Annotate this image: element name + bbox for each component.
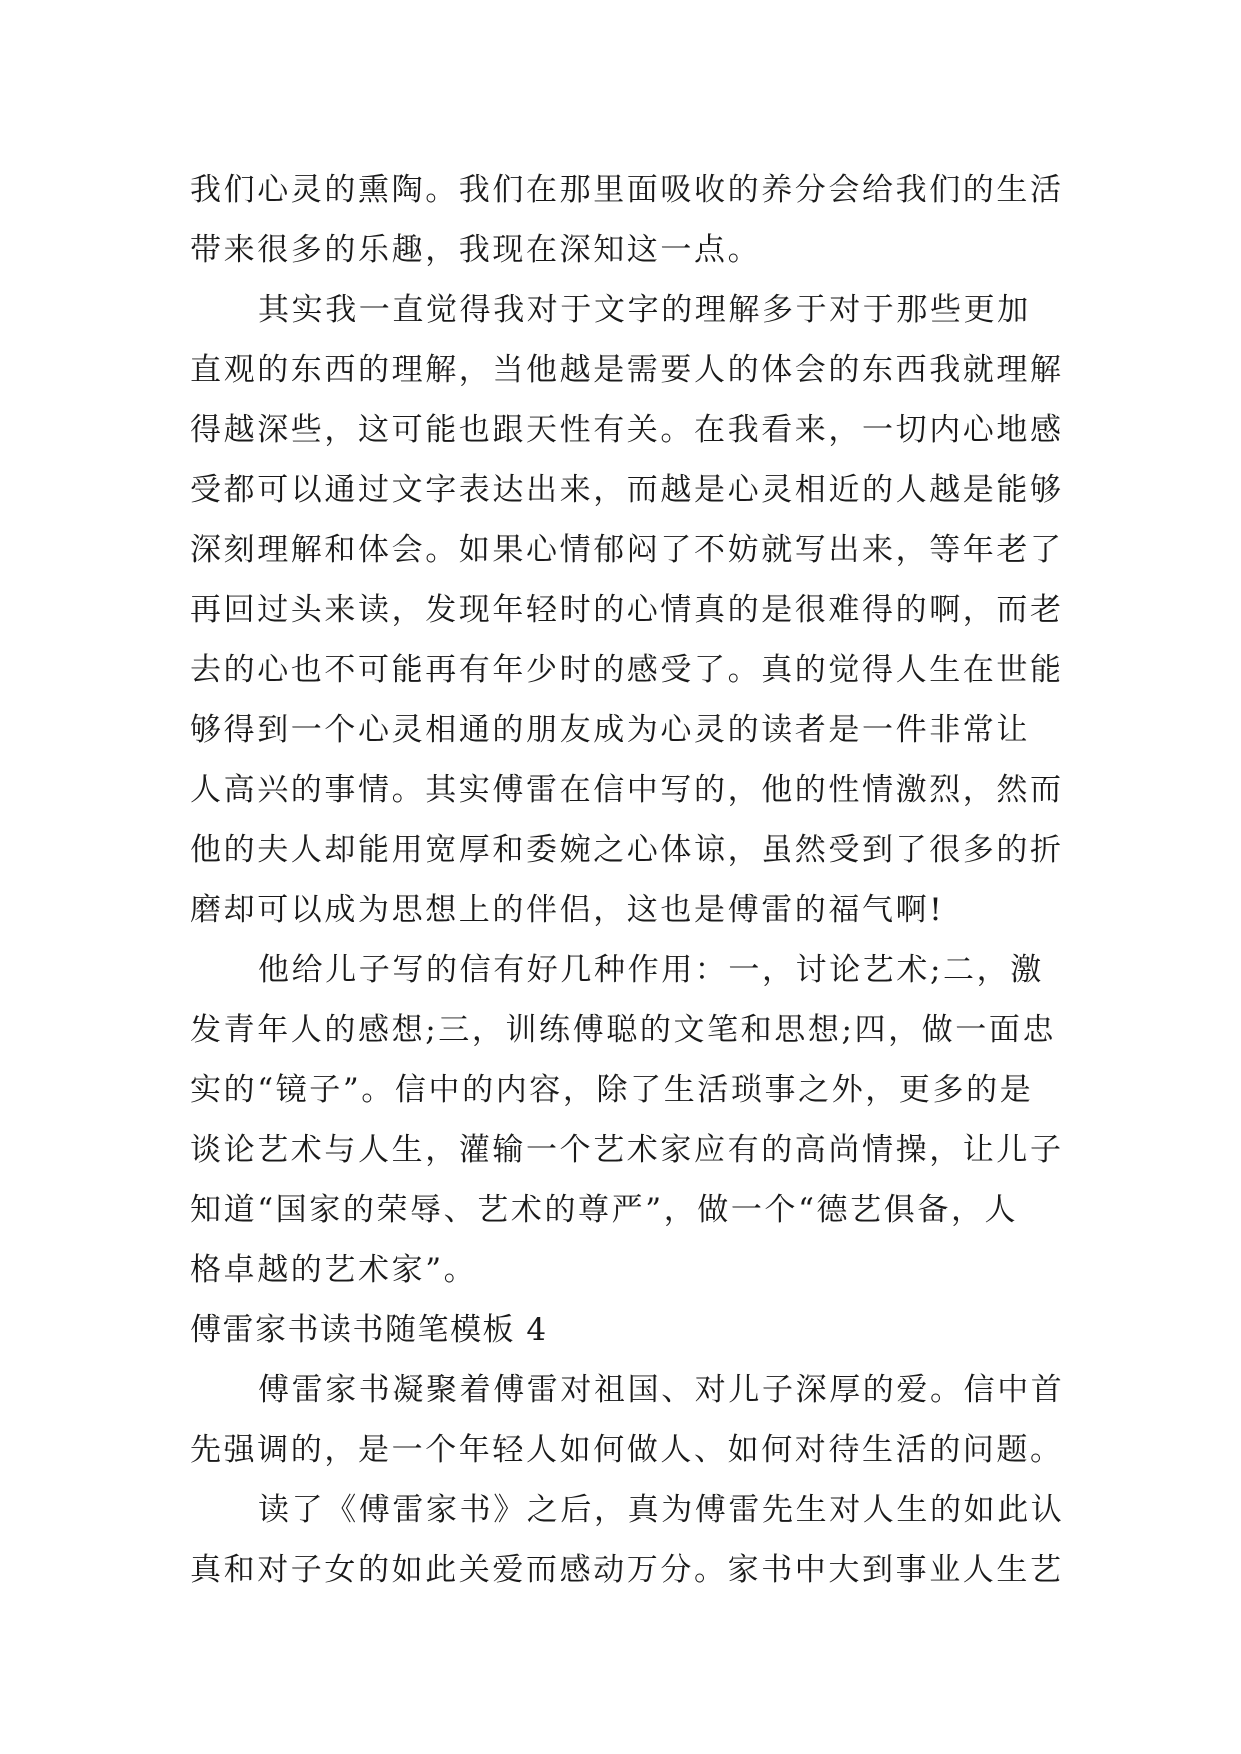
text-line: 我们心灵的熏陶。我们在那里面吸收的养分会给我们的生活 (190, 172, 1064, 208)
paragraph-start-line: 傅雷家书凝聚着傅雷对祖国、对儿子深厚的爱。信中首 (258, 1372, 1065, 1408)
text-line: 知道“国家的荣辱、艺术的尊严”，做一个“德艺俱备，人 (190, 1192, 1019, 1228)
text-line: 磨却可以成为思想上的伴侣，这也是傅雷的福气啊! (190, 892, 945, 928)
text-line: 去的心也不可能再有年少时的感受了。真的觉得人生在世能 (190, 652, 1064, 688)
text-line: 发青年人的感想;三，训练傅聪的文笔和思想;四，做一面忠 (190, 1012, 1057, 1048)
text-line: 再回过头来读，发现年轻时的心情真的是很难得的啊，而老 (190, 592, 1064, 628)
text-line: 实的“镜子”。信中的内容，除了生活琐事之外，更多的是 (190, 1072, 1034, 1108)
text-line: 带来很多的乐趣，我现在深知这一点。 (190, 232, 762, 268)
text-line: 真和对子女的如此关爱而感动万分。家书中大到事业人生艺 (190, 1552, 1064, 1588)
text-line: 谈论艺术与人生，灌输一个艺术家应有的高尚情操，让儿子 (190, 1132, 1064, 1168)
text-line: 够得到一个心灵相通的朋友成为心灵的读者是一件非常让 (190, 712, 1030, 748)
text-line: 得越深些，这可能也跟天性有关。在我看来，一切内心地感 (190, 412, 1064, 448)
section-heading: 傅雷家书读书随笔模板 4 (190, 1312, 548, 1348)
text-line: 先强调的，是一个年轻人如何做人、如何对待生活的问题。 (190, 1432, 1064, 1468)
text-line: 他的夫人却能用宽厚和委婉之心体谅，虽然受到了很多的折 (190, 832, 1064, 868)
paragraph-start-line: 读了《傅雷家书》之后，真为傅雷先生对人生的如此认 (258, 1492, 1065, 1528)
text-line: 直观的东西的理解，当他越是需要人的体会的东西我就理解 (190, 352, 1064, 388)
text-line: 深刻理解和体会。如果心情郁闷了不妨就写出来，等年老了 (190, 532, 1064, 568)
text-line: 人高兴的事情。其实傅雷在信中写的，他的性情激烈，然而 (190, 772, 1064, 808)
document-page (190, 160, 1070, 1600)
text-line: 格卓越的艺术家”。 (190, 1252, 478, 1288)
paragraph-start-line: 他给儿子写的信有好几种作用：一，讨论艺术;二，激 (258, 952, 1044, 988)
text-line: 受都可以通过文字表达出来，而越是心灵相近的人越是能够 (190, 472, 1064, 508)
paragraph-start-line: 其实我一直觉得我对于文字的理解多于对于那些更加 (258, 292, 1031, 328)
